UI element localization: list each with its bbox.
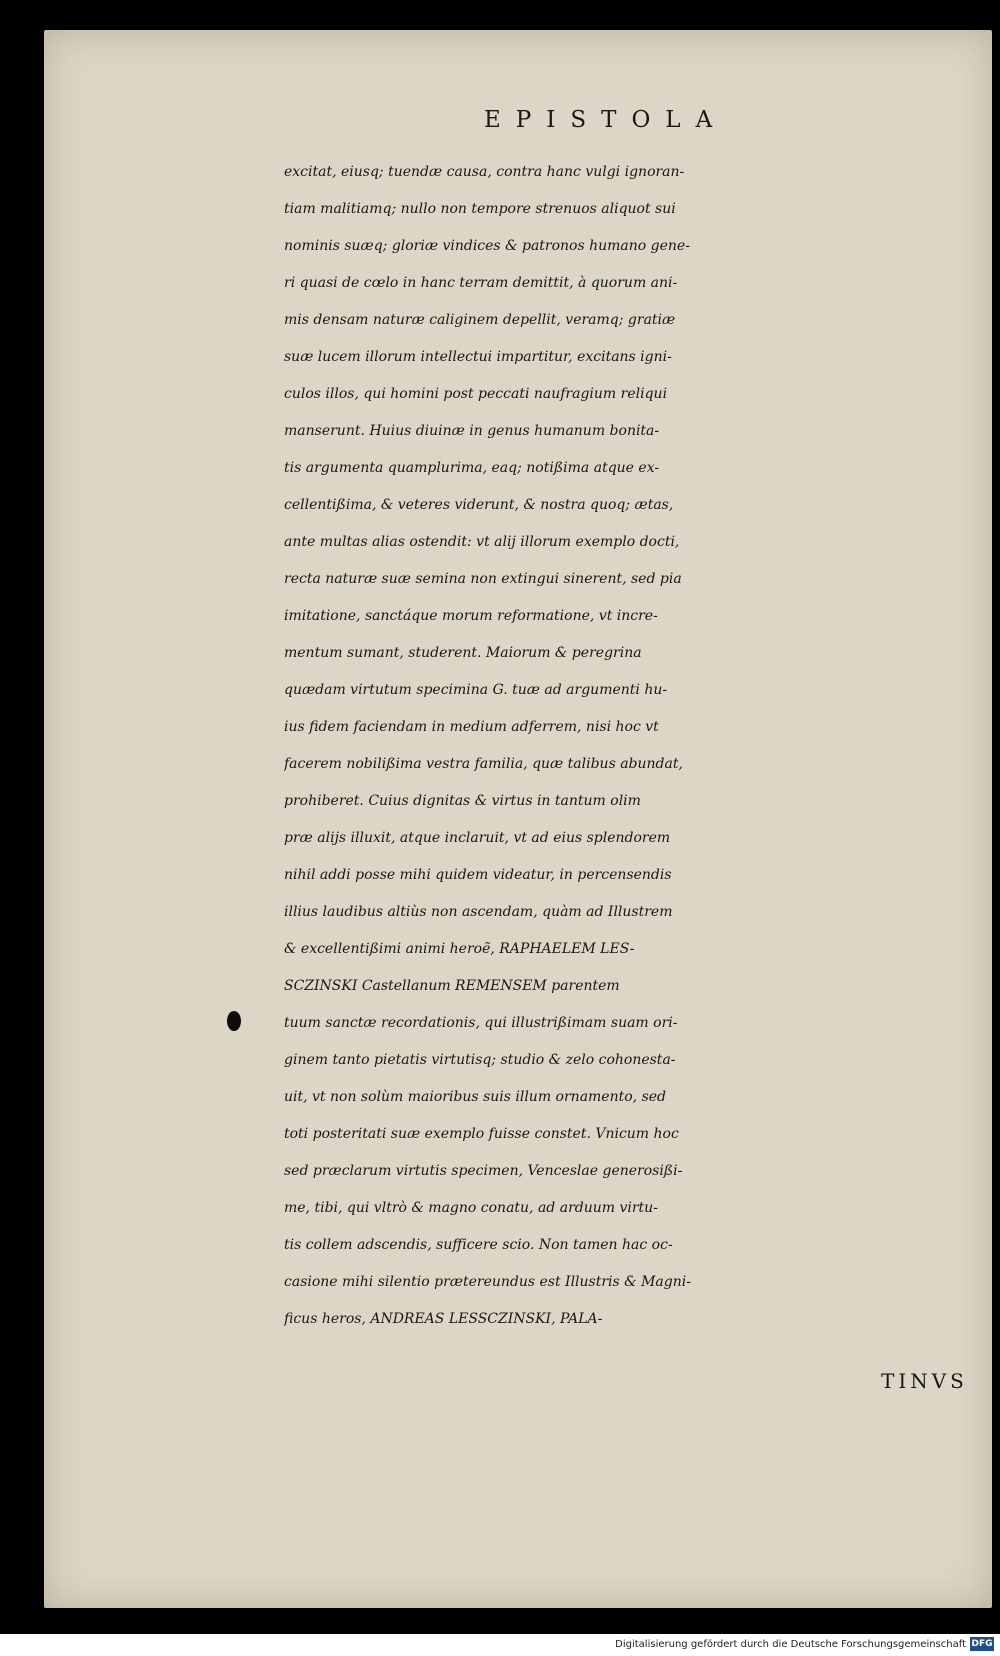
text-line: ginem tanto pietatis virtutisq; studio & zelo cohonesta- [284, 1052, 676, 1068]
text-line: casione mihi silentio prætereundus est Illustris & Magni- [284, 1274, 691, 1290]
text-line: prohiberet. Cuius dignitas & virtus in tantum olim [284, 793, 641, 809]
text-line: ri quasi de cœlo in hanc terram demittit, à quorum ani- [284, 275, 678, 291]
text-line: mis densam naturæ caliginem depellit, veramq; gratiæ [284, 312, 676, 328]
text-line: præ alijs illuxit, atque inclaruit, vt ad eius splendorem [284, 830, 671, 846]
digitization-credit: Digitalisierung gefördert durch die Deutsche Forschungsgemeinschaft [615, 1639, 966, 1650]
text-line: ante multas alias ostendit: vt alij illorum exemplo docti, [284, 534, 680, 550]
ink-blot-mark [227, 1011, 241, 1031]
text-line: tuum sanctæ recordationis, qui illustrißimam suam ori- [284, 1015, 678, 1031]
text-line: quædam virtutum specimina G. tuæ ad argumenti hu- [284, 682, 668, 698]
text-line: uit, vt non solùm maioribus suis illum ornamento, sed [284, 1089, 666, 1105]
text-line: me, tibi, qui vltrò & magno conatu, ad arduum virtu- [284, 1200, 658, 1216]
catchword: TINVS [881, 1369, 968, 1393]
dfg-logo: DFG [971, 1639, 993, 1649]
text-line: imitatione, sanctáque morum reformatione, vt incre- [284, 608, 658, 624]
body-text [284, 154, 954, 1338]
text-line: facerem nobilißima vestra familia, quæ talibus abundat, [284, 756, 683, 772]
text-line: illius laudibus altiùs non ascendam, quàm ad Illustrem [284, 904, 673, 920]
text-line: mentum sumant, studerent. Maiorum & peregrina [284, 645, 642, 661]
running-head: EPISTOLA [484, 107, 728, 133]
text-line: nihil addi posse mihi quidem videatur, in percensendis [284, 867, 672, 883]
text-line: tis collem adscendis, sufficere scio. Non tamen hac oc- [284, 1237, 673, 1253]
text-line: tis argumenta quamplurima, eaq; notißima atque ex- [284, 460, 660, 476]
text-line: SCZINSKI Castellanum REMENSEM parentem [284, 978, 620, 994]
text-line: cellentißima, & veteres viderunt, & nostra quoq; ætas, [284, 497, 674, 513]
text-line: ius fidem faciendam in medium adferrem, nisi hoc vt [284, 719, 659, 735]
text-line: tiam malitiamq; nullo non tempore strenuos aliquot sui [284, 201, 676, 217]
text-line: recta naturæ suæ semina non extingui sinerent, sed pia [284, 571, 682, 587]
text-line: ficus heros, ANDREAS LESSCZINSKI, PALA- [284, 1311, 603, 1327]
text-line: & excellentißimi animi heroẽ, RAPHAELEM LES- [284, 941, 635, 957]
text-line: toti posteritati suæ exemplo fuisse constet. Vnicum hoc [284, 1126, 679, 1142]
text-line: manserunt. Huius diuinæ in genus humanum bonita- [284, 423, 660, 439]
text-line: suæ lucem illorum intellectui impartitur, excitans igni- [284, 349, 672, 365]
text-line: sed præclarum virtutis specimen, Venceslae generosißi- [284, 1163, 683, 1179]
text-line: excitat, eiusq; tuendæ causa, contra hanc vulgi ignoran- [284, 164, 685, 180]
text-line: nominis suæq; gloriæ vindices & patronos humano gene- [284, 238, 690, 254]
text-line: culos illos, qui homini post peccati naufragium reliqui [284, 386, 668, 402]
